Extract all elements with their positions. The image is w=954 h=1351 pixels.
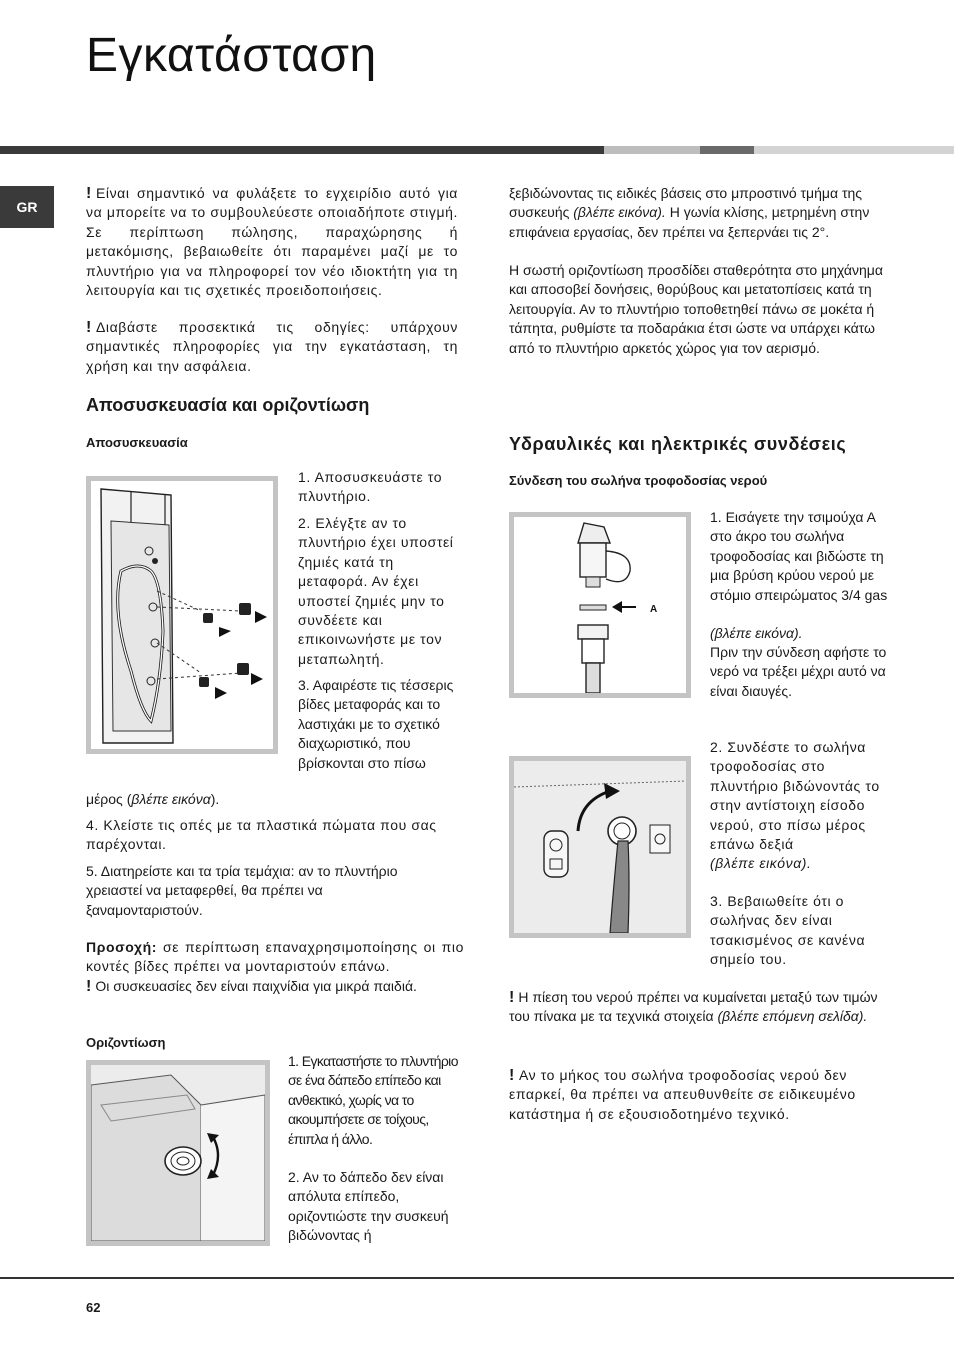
page-number: 62 bbox=[86, 1300, 101, 1315]
figure-leveling-foot bbox=[86, 1060, 270, 1246]
hose-step-3: 3. Βεβαιωθείτε ότι ο σωλήνας δεν είναι τσακισμένος σε κανένα σημείο του. bbox=[710, 893, 866, 968]
label-a: A bbox=[650, 604, 658, 615]
warning-icon: ! bbox=[86, 185, 92, 202]
header-bar-mid bbox=[700, 146, 754, 154]
attention-note: Προσοχή: σε περίπτωση επαναχρησιμοποίησης οι πιο κοντές βίδες πρέπει να μονταριστούν επάνω. bbox=[86, 939, 464, 975]
note-keep-manual: ! Είναι σημαντικό να φυλάξετε το εγχειρίδιο αυτό για να μπορείτε να το συμβουλεύεστε οποιαδήποτε στιγμή. Σε περίπτωση πώλησης, παραχώρησης ή μετακόμισης, βεβαιωθείτε ότι παραμένει μαζί με το πλυντήριο για να πληροφορεί τον νέο ιδιοκτήτη για τη λειτουργία και τις σχετικές προειδοποιήσεις. bbox=[86, 185, 458, 299]
sub-unpacking: Αποσυσκευασία bbox=[86, 435, 188, 450]
hose-step-2: 2. Συνδέστε το σωλήνα τροφοδοσίας στο πλυντήριο βιδώνοντάς το στην αντίστοιχη είσοδο νερού, στο πίσω μέρος επάνω δεξιά bbox=[710, 739, 880, 853]
level-stability: Η σωστή οριζοντίωση προσδίδει σταθερότητα στο μηχάνημα και αποσοβεί δονήσεις, θορύβους και μετατοπίσεις κατά τη λειτουργία. Αν το πλυντήριο τοποθετηθεί πάνω σε μοκέτα ή τάπητα, ρυθμίστε τα ποδαράκια έτσι ώστε να υπάρχει κάτω από το πλυντήριο αρκετός χώρος για τον αερισμό. bbox=[509, 262, 883, 356]
water-inlet-illustration bbox=[514, 761, 686, 933]
note-water-pressure: ! Η πίεση του νερού πρέπει να κυμαίνεται μεταξύ των τιμών του πίνακα με τα τεχνικά στοιχεία (βλέπε επόμενη σελίδα). bbox=[509, 989, 878, 1025]
header-bar-dark bbox=[0, 146, 604, 154]
header-bar-light bbox=[604, 146, 700, 154]
warning-icon: ! bbox=[86, 978, 92, 995]
unpack-step-3-cont: μέρος (βλέπε εικόνα). bbox=[86, 791, 220, 807]
level-step-2: 2. Αν το δάπεδο δεν είναι απόλυτα επίπεδο, οριζοντιώστε την συσκευή βιδώνοντας ή bbox=[288, 1169, 449, 1244]
unpack-step-4: 4. Κλείστε τις οπές με τα πλαστικά πώματα που σας παρέχονται. bbox=[86, 817, 437, 853]
section-unpacking-leveling: Αποσυσκευασία και οριζοντίωση bbox=[86, 395, 370, 415]
level-continued: ξεβιδώνοντας τις ειδικές βάσεις στο μπροστινό τμήμα της συσκευής (βλέπε εικόνα). Η γωνία κλίσης, μετρημένη στην επιφάνεια εργασίας, δεν πρέπει να ξεπερνάει τις 2°. bbox=[509, 185, 870, 240]
warning-icon: ! bbox=[509, 989, 515, 1006]
unpack-step-3: 3. Αφαιρέστε τις τέσσερις βίδες μεταφοράς και το λαστιχάκι με το σχετικό διαχωριστικό, που βρίσκονται στο πίσω bbox=[298, 677, 454, 771]
note-hose-length: ! Αν το μήκος του σωλήνα τροφοδοσίας νερού δεν επαρκεί, θα πρέπει να απευθυνθείτε σε ειδικευμένο κατάστημα ή σε εξουσιοδοτημένο τεχνικό. bbox=[509, 1067, 856, 1122]
unpack-step-1: 1. Αποσυσκευάστε το πλυντήριο. bbox=[298, 469, 443, 505]
page-title: Εγκατάσταση bbox=[86, 29, 377, 82]
unpack-step-2: 2. Ελέγξτε αν το πλυντήριο έχει υποστεί ζημιές κατά τη μεταφορά. Αν έχει υποστεί ζημιές μην το συνδέετε και επικοινωνήστε με τον μεταπωλητή. bbox=[298, 515, 454, 667]
figure-water-inlet bbox=[509, 756, 691, 938]
header-bar-pale bbox=[754, 146, 954, 154]
sub-water-hose: Σύνδεση του σωλήνα τροφοδοσίας νερού bbox=[509, 473, 768, 488]
unpack-step-5: 5. Διατηρείστε και τα τρία τεμάχια: αν το πλυντήριο χρειαστεί να μεταφερθεί, θα πρέπει να ξαναμονταριστούν. bbox=[86, 863, 398, 918]
figure-tap-gasket bbox=[509, 512, 691, 698]
tap-gasket-illustration bbox=[514, 517, 686, 693]
warning-icon: ! bbox=[86, 319, 92, 336]
level-step-1: 1. Εγκαταστήστε το πλυντήριο σε ένα δάπεδο επίπεδο και ανθεκτικό, χωρίς να το ακουμπήσετε σε τοίχους, έπιπλα ή άλλο. bbox=[288, 1053, 458, 1147]
note-packaging: ! Οι συσκευασίες δεν είναι παιχνίδια για μικρά παιδιά. bbox=[86, 978, 417, 995]
hose-step-2-see: (βλέπε εικόνα). bbox=[710, 855, 812, 871]
hose-step-1b: Πριν την σύνδεση αφήστε το νερό να τρέξει μέχρι αυτό να είναι διαυγές. bbox=[710, 644, 887, 699]
leveling-foot-illustration bbox=[91, 1065, 265, 1241]
figure-transport-screws bbox=[86, 476, 278, 754]
footer-rule bbox=[0, 1277, 954, 1279]
note-read-instructions: ! Διαβάστε προσεκτικά τις οδηγίες: υπάρχουν σημαντικές πληροφορίες για την εγκατάσταση, τη χρήση και την ασφάλεια. bbox=[86, 319, 458, 374]
washer-back-illustration bbox=[91, 481, 273, 749]
section-connections: Υδραυλικές και ηλεκτρικές συνδέσεις bbox=[509, 434, 847, 454]
hose-step-1-see: (βλέπε εικόνα). bbox=[710, 625, 803, 641]
hose-step-1: 1. Εισάγετε την τσιμούχα Α στο άκρο του σωλήνα τροφοδοσίας και βιδώστε τη μια βρύση κρύου νερού με στόμιο σπειρώματος 3/4 gas bbox=[710, 509, 888, 603]
warning-icon: ! bbox=[509, 1067, 515, 1084]
language-tab[interactable]: GR bbox=[0, 186, 54, 228]
sub-leveling: Οριζοντίωση bbox=[86, 1035, 166, 1050]
